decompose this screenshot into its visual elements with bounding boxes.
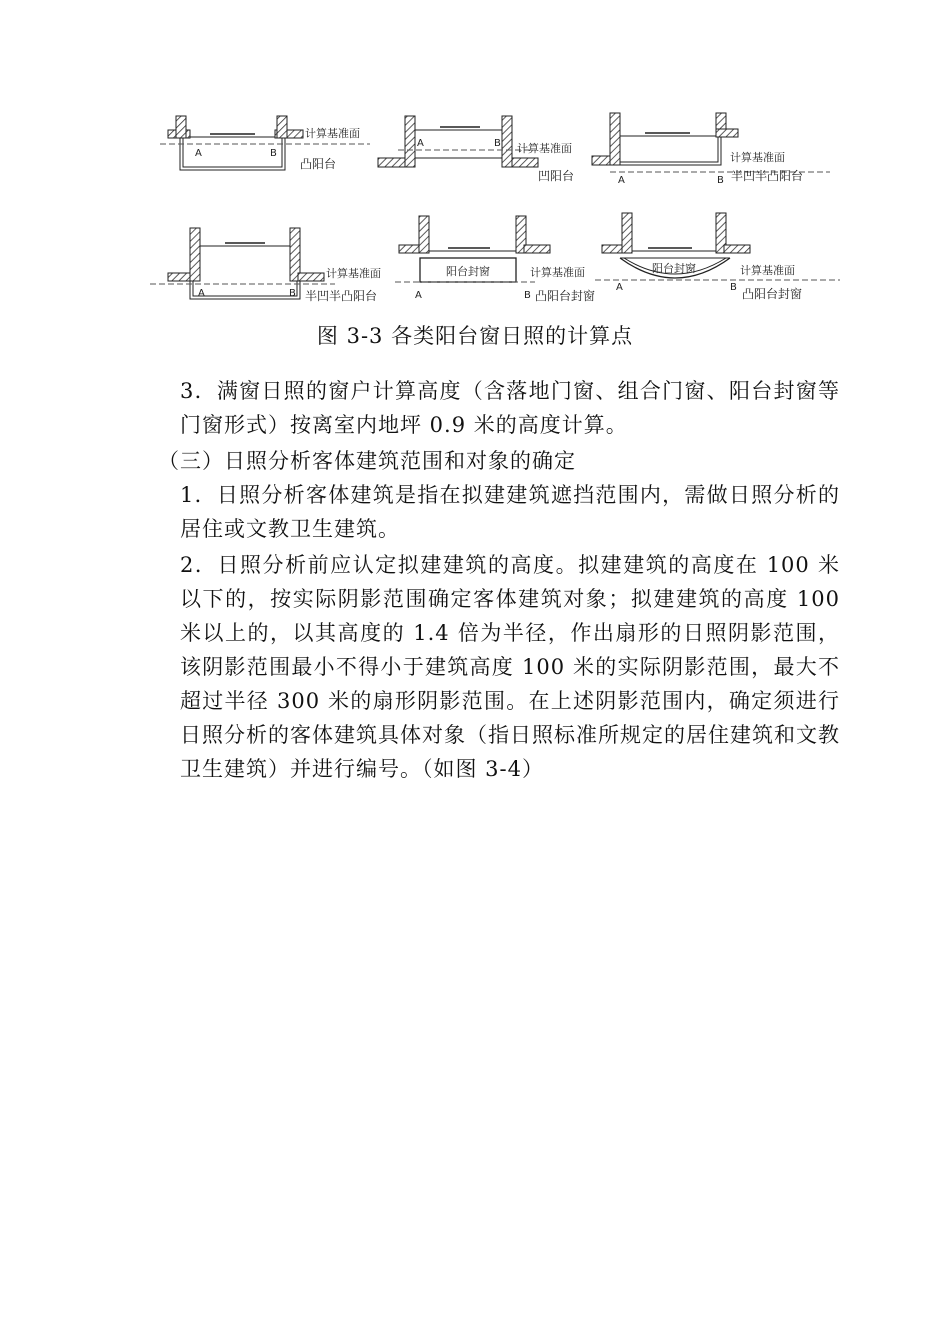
point-a-label: A — [198, 288, 205, 299]
section-heading: （三）日照分析客体建筑范围和对象的确定 — [158, 449, 576, 473]
point-a-label: A — [616, 282, 623, 293]
convex-balcony-label: 凸阳台 — [300, 157, 337, 171]
figure-caption: 图 3-3 各类阳台窗日照的计算点 — [316, 324, 634, 348]
point-b-label: B — [270, 148, 277, 159]
panel-curved-enclosed-window — [595, 213, 840, 301]
convex-enclosed-label: 凸阳台封窗 — [742, 287, 803, 301]
point-a-label: A — [618, 175, 625, 186]
paragraph-3: 3．满窗日照的窗户计算高度（含落地门窗、组合门窗、阳台封窗等门窗形式）按离室内地坪 0.9 米的高度计算。 — [180, 379, 840, 437]
balcony-diagram — [140, 100, 840, 315]
base-plane-label: 计算基准面 — [530, 266, 585, 279]
point-a-label: A — [195, 148, 202, 159]
base-plane-label: 计算基准面 — [326, 267, 381, 280]
enclosed-window-label: 阳台封窗 — [446, 265, 490, 278]
concave-balcony-label: 凹阳台 — [538, 169, 575, 183]
base-plane-label: 计算基准面 — [517, 142, 572, 155]
panel-semi-balcony — [592, 113, 830, 186]
point-b-label: B — [717, 175, 724, 186]
paragraph-1: 1．日照分析客体建筑是指在拟建建筑遮挡范围内，需做日照分析的居住或文教卫生建筑。 — [180, 483, 840, 541]
point-a-label: A — [417, 138, 424, 149]
point-b-label: B — [494, 138, 501, 149]
base-plane-label: 计算基准面 — [305, 127, 360, 140]
panel-semi-balcony-2 — [150, 228, 381, 303]
point-b-label: B — [289, 288, 296, 299]
point-b-label: B — [730, 282, 737, 293]
point-b-label: B — [524, 290, 531, 301]
point-a-label: A — [415, 290, 422, 301]
panel-enclosed-window — [395, 216, 595, 303]
panel-convex-balcony — [160, 116, 370, 171]
enclosed-window-label: 阳台封窗 — [652, 262, 696, 275]
paragraph-2: 2．日照分析前应认定拟建建筑的高度。拟建建筑的高度在 100 米以下的，按实际阴影范围确定客体建筑对象；拟建建筑的高度 100 米以上的，以其高度的 1.4 倍为半径，作出扇形的日照阴影范围，该阴影范围最小不得小于建筑高度 100 米的实际阴影范围，最大不超过半径 300 米的扇形阴影范围。在上述阴影范围内，确定须进行日照分析的客体建筑具体对象（指日照标准所规定的居住建筑和文教卫生建筑）并进行编号。（如图 3-4） — [180, 553, 840, 781]
semi-balcony-label: 半凹半凸阳台 — [731, 169, 804, 183]
base-plane-label: 计算基准面 — [730, 151, 785, 164]
base-plane-label: 计算基准面 — [740, 264, 795, 277]
convex-enclosed-label: 凸阳台封窗 — [535, 289, 596, 303]
panel-concave-balcony — [378, 116, 574, 183]
semi-balcony-label-2: 半凹半凸阳台 — [305, 289, 378, 303]
